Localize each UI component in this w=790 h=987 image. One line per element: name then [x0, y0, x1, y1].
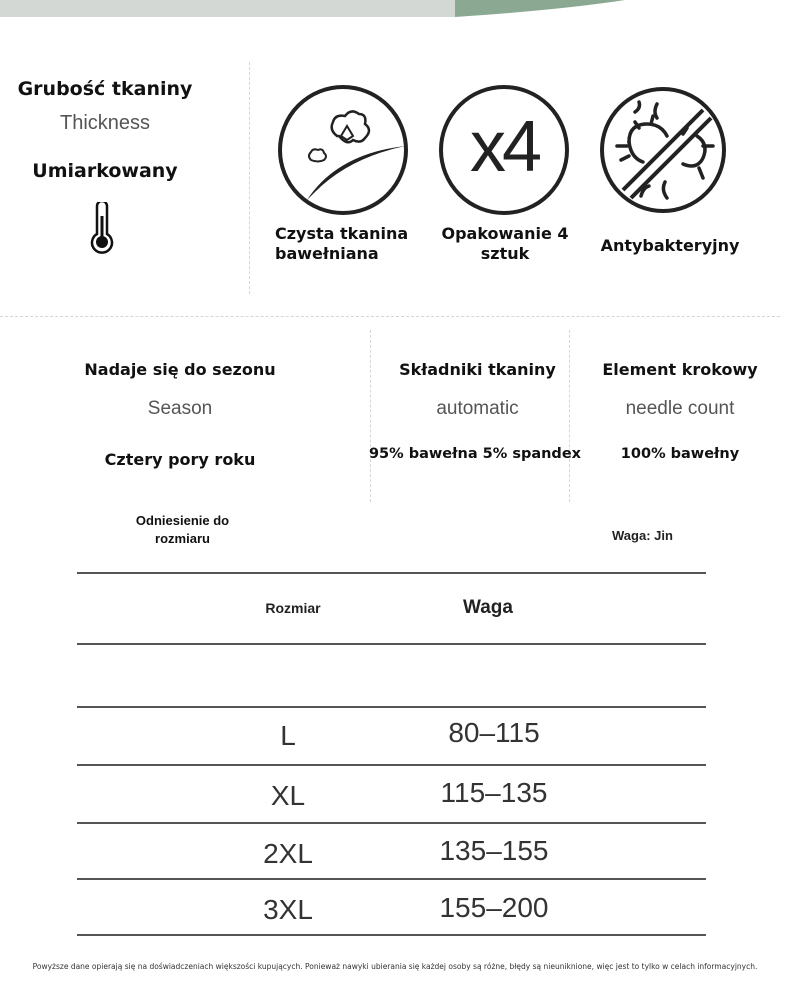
feature-pack-label-line1: Opakowanie 4: [441, 224, 569, 243]
size-table-caption-line2: rozmiaru: [155, 531, 210, 546]
row-size-l: L: [280, 720, 296, 751]
table-rule: [77, 706, 706, 708]
table-rule: [77, 643, 706, 645]
row-size-2xl: 2XL: [263, 838, 313, 869]
cotton-icon: [277, 84, 409, 216]
thickness-value: Umiarkowany: [32, 160, 178, 182]
feature-antibacterial-label: Antybakteryjny: [600, 236, 740, 255]
spec-fabric-subtitle: automatic: [436, 398, 519, 419]
feature-cotton-label: [275, 224, 425, 264]
table-rule: [77, 572, 706, 574]
header-size: Rozmiar: [265, 600, 321, 616]
thermometer-icon: [88, 202, 116, 254]
row-weight-l: 80–115: [448, 717, 540, 748]
divider-horizontal: [0, 316, 780, 317]
table-rule: [77, 878, 706, 880]
spec-crotch-title: Element krokowy: [602, 360, 758, 379]
feature-cotton-label-line1: Czysta tkanina: [275, 224, 409, 243]
divider-vertical: [249, 62, 250, 294]
feature-pack-label-line2: sztuk: [480, 244, 530, 263]
spec-crotch-subtitle: needle count: [625, 398, 735, 419]
table-rule: [77, 822, 706, 824]
feature-cotton-label-line2: bawełniana: [275, 244, 379, 263]
top-banner-green-shape: [0, 0, 790, 30]
thickness-subtitle: Thickness: [59, 112, 151, 134]
x4-pack-text: x4: [469, 107, 539, 187]
thickness-title: Grubość tkaniny: [17, 78, 193, 100]
disclaimer-text: Powyższe dane opierają się na doświadczeniach większości kupujących. Ponieważ nawyki ubierania się każdej osoby są różne, błędy są nieuniknione, więc jest to tylko w celach informacyjnych.: [32, 962, 758, 971]
row-weight-3xl: 155–200: [439, 892, 549, 923]
antibacterial-icon: [599, 86, 727, 214]
feature-pack-label: [430, 224, 580, 264]
x4-pack-icon: [438, 84, 570, 216]
spec-season-title: Nadaje się do sezonu: [84, 360, 276, 379]
header-weight: Waga: [463, 597, 513, 618]
spec-season-subtitle: Season: [147, 398, 213, 419]
table-rule: [77, 934, 706, 936]
size-table-caption-line1: Odniesienie do: [135, 513, 230, 528]
row-weight-xl: 115–135: [440, 777, 548, 808]
spec-fabric-title: Składniki tkaniny: [399, 360, 556, 379]
spec-fabric-value: 95% bawełna 5% spandex: [368, 446, 582, 462]
unit-note: Waga: Jin: [612, 528, 673, 543]
size-table-caption: [100, 512, 265, 548]
row-size-xl: XL: [270, 780, 306, 811]
table-rule: [77, 764, 706, 766]
spec-crotch-value: 100% bawełny: [620, 446, 740, 462]
spec-season-value: Cztery pory roku: [104, 450, 256, 469]
row-weight-2xl: 135–155: [439, 835, 549, 866]
row-size-3xl: 3XL: [263, 894, 313, 925]
